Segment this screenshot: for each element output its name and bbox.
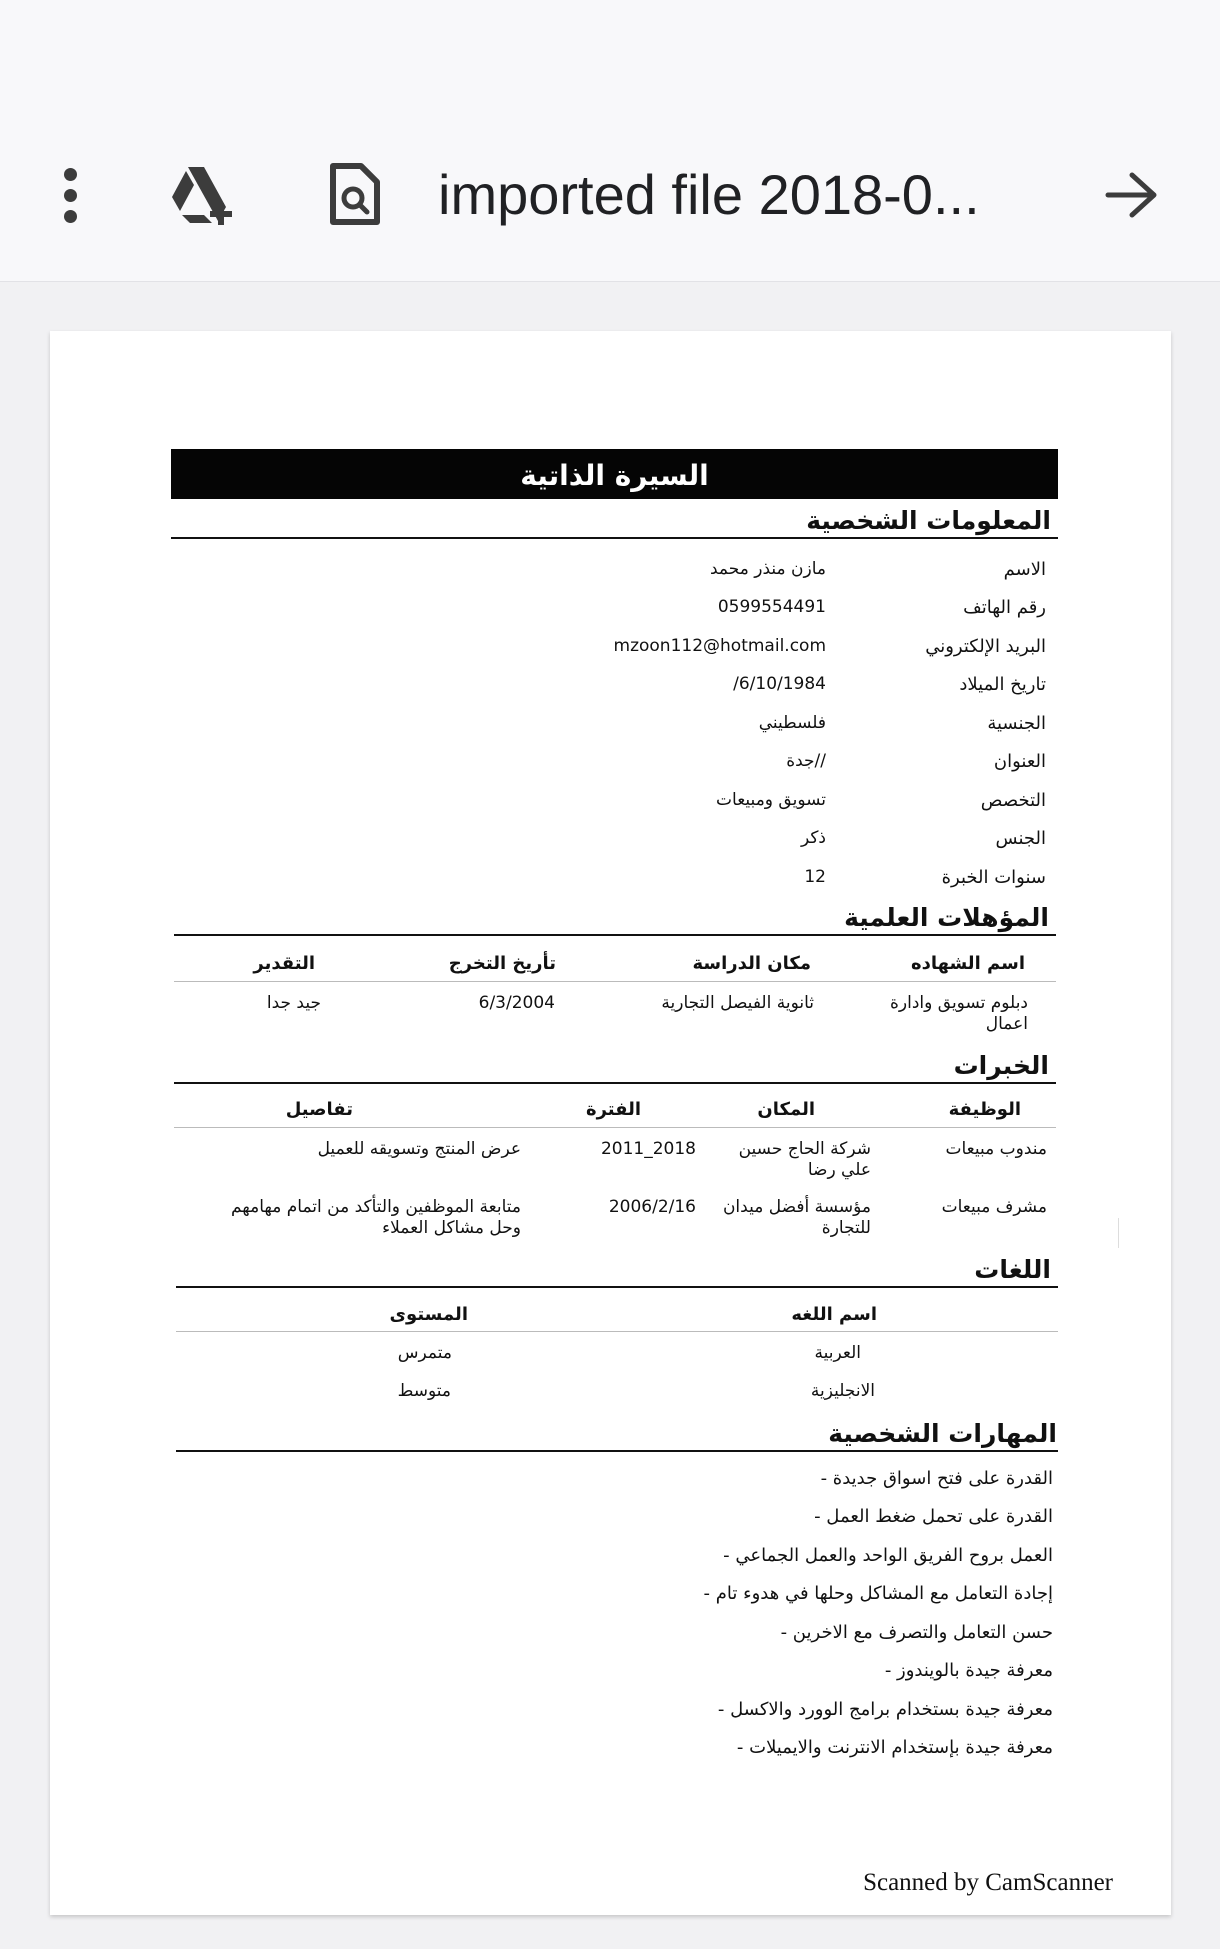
arrow-forward-icon[interactable] [1092, 155, 1172, 235]
section-title-education: المؤهلات العلمية [844, 903, 1049, 932]
value-name: مازن منذر محمد [710, 559, 826, 579]
th-degree: اسم الشهاده [910, 953, 1025, 974]
section-divider [174, 1082, 1056, 1084]
section-divider [176, 1286, 1058, 1288]
skill-item: إجادة التعامل مع المشاكل وحلها في هدوء تام - [703, 1583, 1053, 1604]
more-vert-icon[interactable] [40, 155, 100, 235]
value-major: تسويق ومبيعات [716, 790, 826, 810]
skill-item: القدرة على تحمل ضغط العمل - [814, 1506, 1053, 1527]
label-nationality: الجنسية [987, 713, 1046, 734]
td-period: 2018_2011 [600, 1139, 696, 1159]
file-title: imported file 2018-0... [438, 163, 980, 226]
label-email: البريد الإلكتروني [925, 636, 1046, 657]
td-language-level: متمرس [397, 1343, 452, 1363]
td-language-name: الانجليزية [810, 1381, 875, 1401]
skill-item: العمل بروح الفريق الواحد والعمل الجماعي - [723, 1545, 1053, 1566]
label-gender: الجنس [995, 828, 1046, 849]
document-page[interactable] [50, 331, 1171, 1915]
value-email: mzoon112@hotmail.com [613, 636, 826, 656]
section-title-skills: المهارات الشخصية [828, 1419, 1057, 1448]
td-place: مؤسسة أفضل ميدان للتجارة [722, 1197, 871, 1238]
cv-header: السيرة الذاتية [171, 449, 1058, 499]
td-graduation-date: 6/3/2004 [478, 993, 555, 1013]
section-title-personal: المعلومات الشخصية [806, 506, 1051, 535]
table-divider [176, 1331, 1058, 1332]
td-period: 2006/2/16 [608, 1197, 696, 1217]
label-experience-years: سنوات الخبرة [941, 867, 1046, 888]
td-grade: جيد جدا [266, 993, 321, 1013]
section-title-experience: الخبرات [953, 1051, 1049, 1080]
table-divider [174, 1127, 1056, 1128]
th-graduation-date: تأريخ التخرج [448, 953, 556, 974]
app-toolbar [0, 0, 1220, 282]
td-language-name: العربية [814, 1343, 861, 1363]
section-title-languages: اللغات [974, 1255, 1051, 1284]
value-phone: 0599554491 [717, 597, 826, 617]
value-address: //جدة [786, 751, 826, 771]
th-job: الوظيفة [948, 1099, 1021, 1120]
scanner-watermark: Scanned by CamScanner [863, 1869, 1113, 1896]
td-details: عرض المنتج وتسويقه للعميل [317, 1139, 521, 1159]
skill-item: معرفة جيدة بالويندوز - [884, 1660, 1053, 1681]
label-name: الاسم [1003, 559, 1046, 580]
th-language-name: اسم اللغه [791, 1304, 877, 1325]
table-divider [174, 981, 1056, 982]
th-period: الفترة [585, 1099, 641, 1120]
td-job: مندوب مبيعات [945, 1139, 1047, 1159]
label-major: التخصص [980, 790, 1046, 811]
label-birthdate: تاريخ الميلاد [959, 674, 1046, 695]
section-divider [176, 1450, 1058, 1452]
th-grade: التقدير [253, 953, 315, 974]
search-file-icon[interactable] [315, 155, 395, 235]
value-nationality: فلسطيني [758, 713, 826, 733]
skill-item: القدرة على فتح اسواق جديدة - [820, 1468, 1053, 1489]
skill-item: حسن التعامل والتصرف مع الاخرين - [780, 1622, 1053, 1643]
td-study-place: ثانوية الفيصل التجارية [661, 993, 814, 1013]
td-degree: دبلوم تسويق وادارة اعمال [890, 993, 1028, 1034]
td-language-level: متوسط [397, 1381, 451, 1401]
td-job: مشرف مبيعات [941, 1197, 1047, 1217]
th-details: تفاصيل [285, 1099, 353, 1120]
section-divider [174, 934, 1056, 936]
skill-item: معرفة جيدة بستخدام برامج الوورد والاكسل - [717, 1699, 1053, 1720]
th-language-level: المستوى [389, 1304, 468, 1325]
label-address: العنوان [993, 751, 1046, 772]
add-to-drive-icon[interactable] [160, 155, 240, 235]
skill-item: معرفة جيدة بإستخدام الانترنت والايميلات - [736, 1737, 1053, 1758]
scan-artifact [1118, 1218, 1119, 1248]
th-place: المكان [757, 1099, 815, 1120]
cv-document [50, 331, 1171, 1915]
td-place: شركة الحاج حسين علي رضا [738, 1139, 871, 1180]
value-experience-years: 12 [804, 867, 826, 887]
value-gender: ذكر [800, 828, 826, 848]
value-birthdate: 6/10/1984/ [733, 674, 826, 694]
label-phone: رقم الهاتف [963, 597, 1046, 618]
td-details: متابعة الموظفين والتأكد من اتمام مهامهم وحل مشاكل العملاء [230, 1197, 521, 1238]
section-divider [171, 537, 1058, 539]
th-study-place: مكان الدراسة [692, 953, 811, 974]
